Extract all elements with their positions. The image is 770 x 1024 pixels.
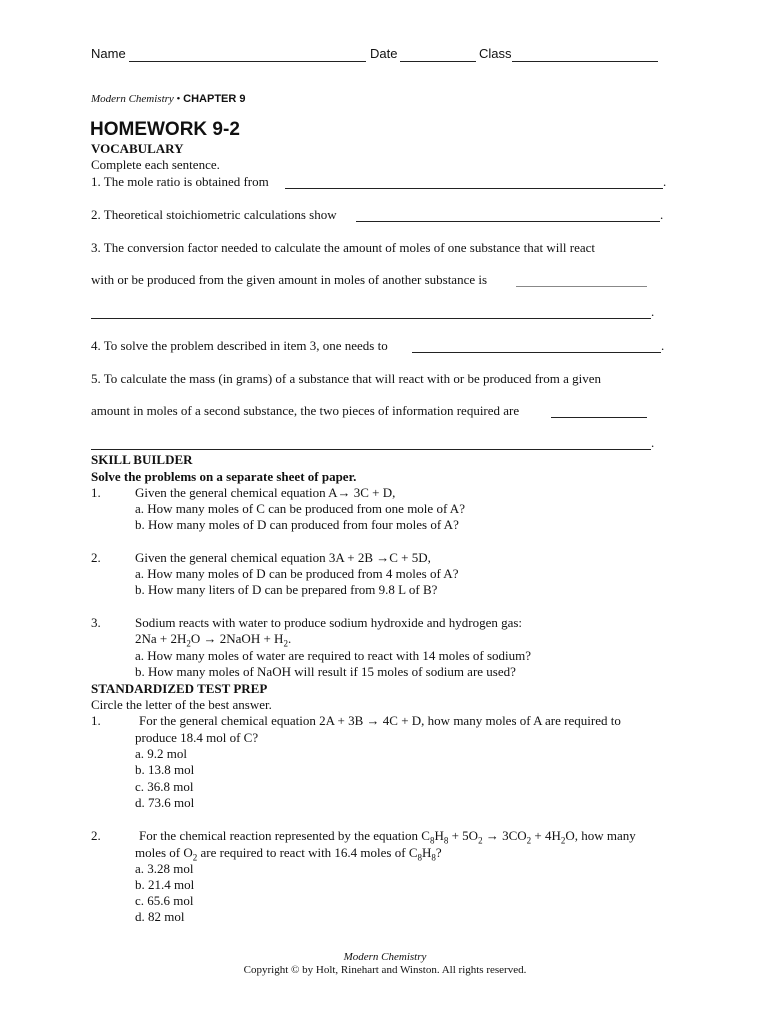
question-number: 2. <box>91 828 101 843</box>
problem-1-a: a. How many moles of C can be produced from one mole of A? <box>135 501 465 516</box>
vocab-question-2: 2. Theoretical stoichiometric calculations show <box>91 207 337 222</box>
answer-line-1[interactable] <box>285 188 663 189</box>
skill-builder-instruction: Solve the problems on a separate sheet of paper. <box>91 469 357 484</box>
vocab-question-5-line-1: 5. To calculate the mass (in grams) of a substance that will react with or be produced from a given <box>91 371 602 386</box>
vocabulary-instruction: Complete each sentence. <box>91 157 220 172</box>
problem-3-text: Sodium reacts with water to produce sodium hydroxide and hydrogen gas: <box>135 615 523 630</box>
problem-number: 1. <box>91 485 101 500</box>
page-title: HOMEWORK 9-2 <box>90 119 240 140</box>
problem-3-b: b. How many moles of NaOH will result if 15 moles of sodium are used? <box>135 664 516 679</box>
vocab-question-3-line-2: with or be produced from the given amount in moles of another substance is <box>91 272 488 287</box>
class-label: Class <box>479 46 512 61</box>
test-prep-instruction: Circle the letter of the best answer. <box>91 697 272 712</box>
answer-line-4[interactable] <box>412 352 661 353</box>
vocab-question-1: 1. The mole ratio is obtained from <box>91 174 269 189</box>
period: . <box>651 304 655 319</box>
date-label: Date <box>370 46 398 61</box>
period: . <box>663 174 667 189</box>
answer-line-3a[interactable] <box>516 286 647 287</box>
problem-2-a: a. How many moles of D can be produced from 4 moles of A? <box>135 566 459 581</box>
test-question-2-line-1: For the chemical reaction represented by the equation $C_8H_8 + 5O_2 \to 3CO_2 + 4H_2O$, how many <box>139 828 636 846</box>
bullet: • <box>173 93 184 105</box>
answer-option[interactable]: a. 3.28 mol <box>135 861 194 876</box>
footer-book-title: Modern Chemistry <box>343 951 427 963</box>
period: . <box>651 435 655 450</box>
period: . <box>660 207 664 222</box>
answer-line-3b[interactable] <box>91 318 651 319</box>
problem-2-text: Given the general chemical equation 3A + 2B →C + 5D, <box>135 550 431 565</box>
answer-option[interactable]: b. 21.4 mol <box>135 877 195 892</box>
class-field-line[interactable] <box>512 61 658 62</box>
answer-line-5b[interactable] <box>91 449 651 450</box>
problem-number: 3. <box>91 615 101 630</box>
chapter-label: CHAPTER 9 <box>183 93 246 105</box>
vocab-question-3-line-1: 3. The conversion factor needed to calculate the amount of moles of one substance that will react <box>91 240 596 255</box>
question-number: 1. <box>91 713 101 728</box>
problem-3-equation: $2Na + 2H_2O$ → 2NaOH + $H_2$. <box>135 631 292 649</box>
problem-3-a: a. How many moles of water are required to react with 14 moles of sodium? <box>135 648 532 663</box>
vocab-question-4: 4. To solve the problem described in item 3, one needs to <box>91 338 388 353</box>
skill-builder-heading: SKILL BUILDER <box>91 452 193 467</box>
test-question-1-line-2: produce 18.4 mol of C? <box>135 730 259 745</box>
answer-option[interactable]: b. 13.8 mol <box>135 762 195 777</box>
answer-line-2[interactable] <box>356 221 660 222</box>
answer-option[interactable]: d. 82 mol <box>135 909 185 924</box>
date-field-line[interactable] <box>400 61 476 62</box>
answer-line-5a[interactable] <box>551 417 647 418</box>
vocab-question-5-line-2: amount in moles of a second substance, the two pieces of information required are <box>91 403 520 418</box>
answer-option[interactable]: c. 36.8 mol <box>135 779 194 794</box>
problem-number: 2. <box>91 550 101 565</box>
answer-option[interactable]: c. 65.6 mol <box>135 893 194 908</box>
test-question-2-line-2: moles of $O_2$ are required to react with 16.4 moles of $C_8H_8$? <box>135 845 442 863</box>
test-question-1-line-1: For the general chemical equation 2A + 3B → 4C + D, how many moles of A are required to <box>139 713 621 728</box>
problem-2-b: b. How many liters of D can be prepared from 9.8 L of B? <box>135 582 438 597</box>
name-label: Name <box>91 46 126 61</box>
chapter-line <box>91 93 246 105</box>
problem-1-b: b. How many moles of D can produced from four moles of A? <box>135 517 459 532</box>
footer-copyright: Copyright © by Holt, Rinehart and Winston. All rights reserved. <box>243 964 527 976</box>
period: . <box>661 338 665 353</box>
test-prep-heading: STANDARDIZED TEST PREP <box>91 681 268 696</box>
book-title: Modern Chemistry <box>91 93 174 105</box>
name-field-line[interactable] <box>129 61 366 62</box>
vocabulary-heading: VOCABULARY <box>91 141 184 156</box>
problem-1-text: Given the general chemical equation A→ 3C + D, <box>135 485 396 500</box>
answer-option[interactable]: d. 73.6 mol <box>135 795 195 810</box>
answer-option[interactable]: a. 9.2 mol <box>135 746 187 761</box>
